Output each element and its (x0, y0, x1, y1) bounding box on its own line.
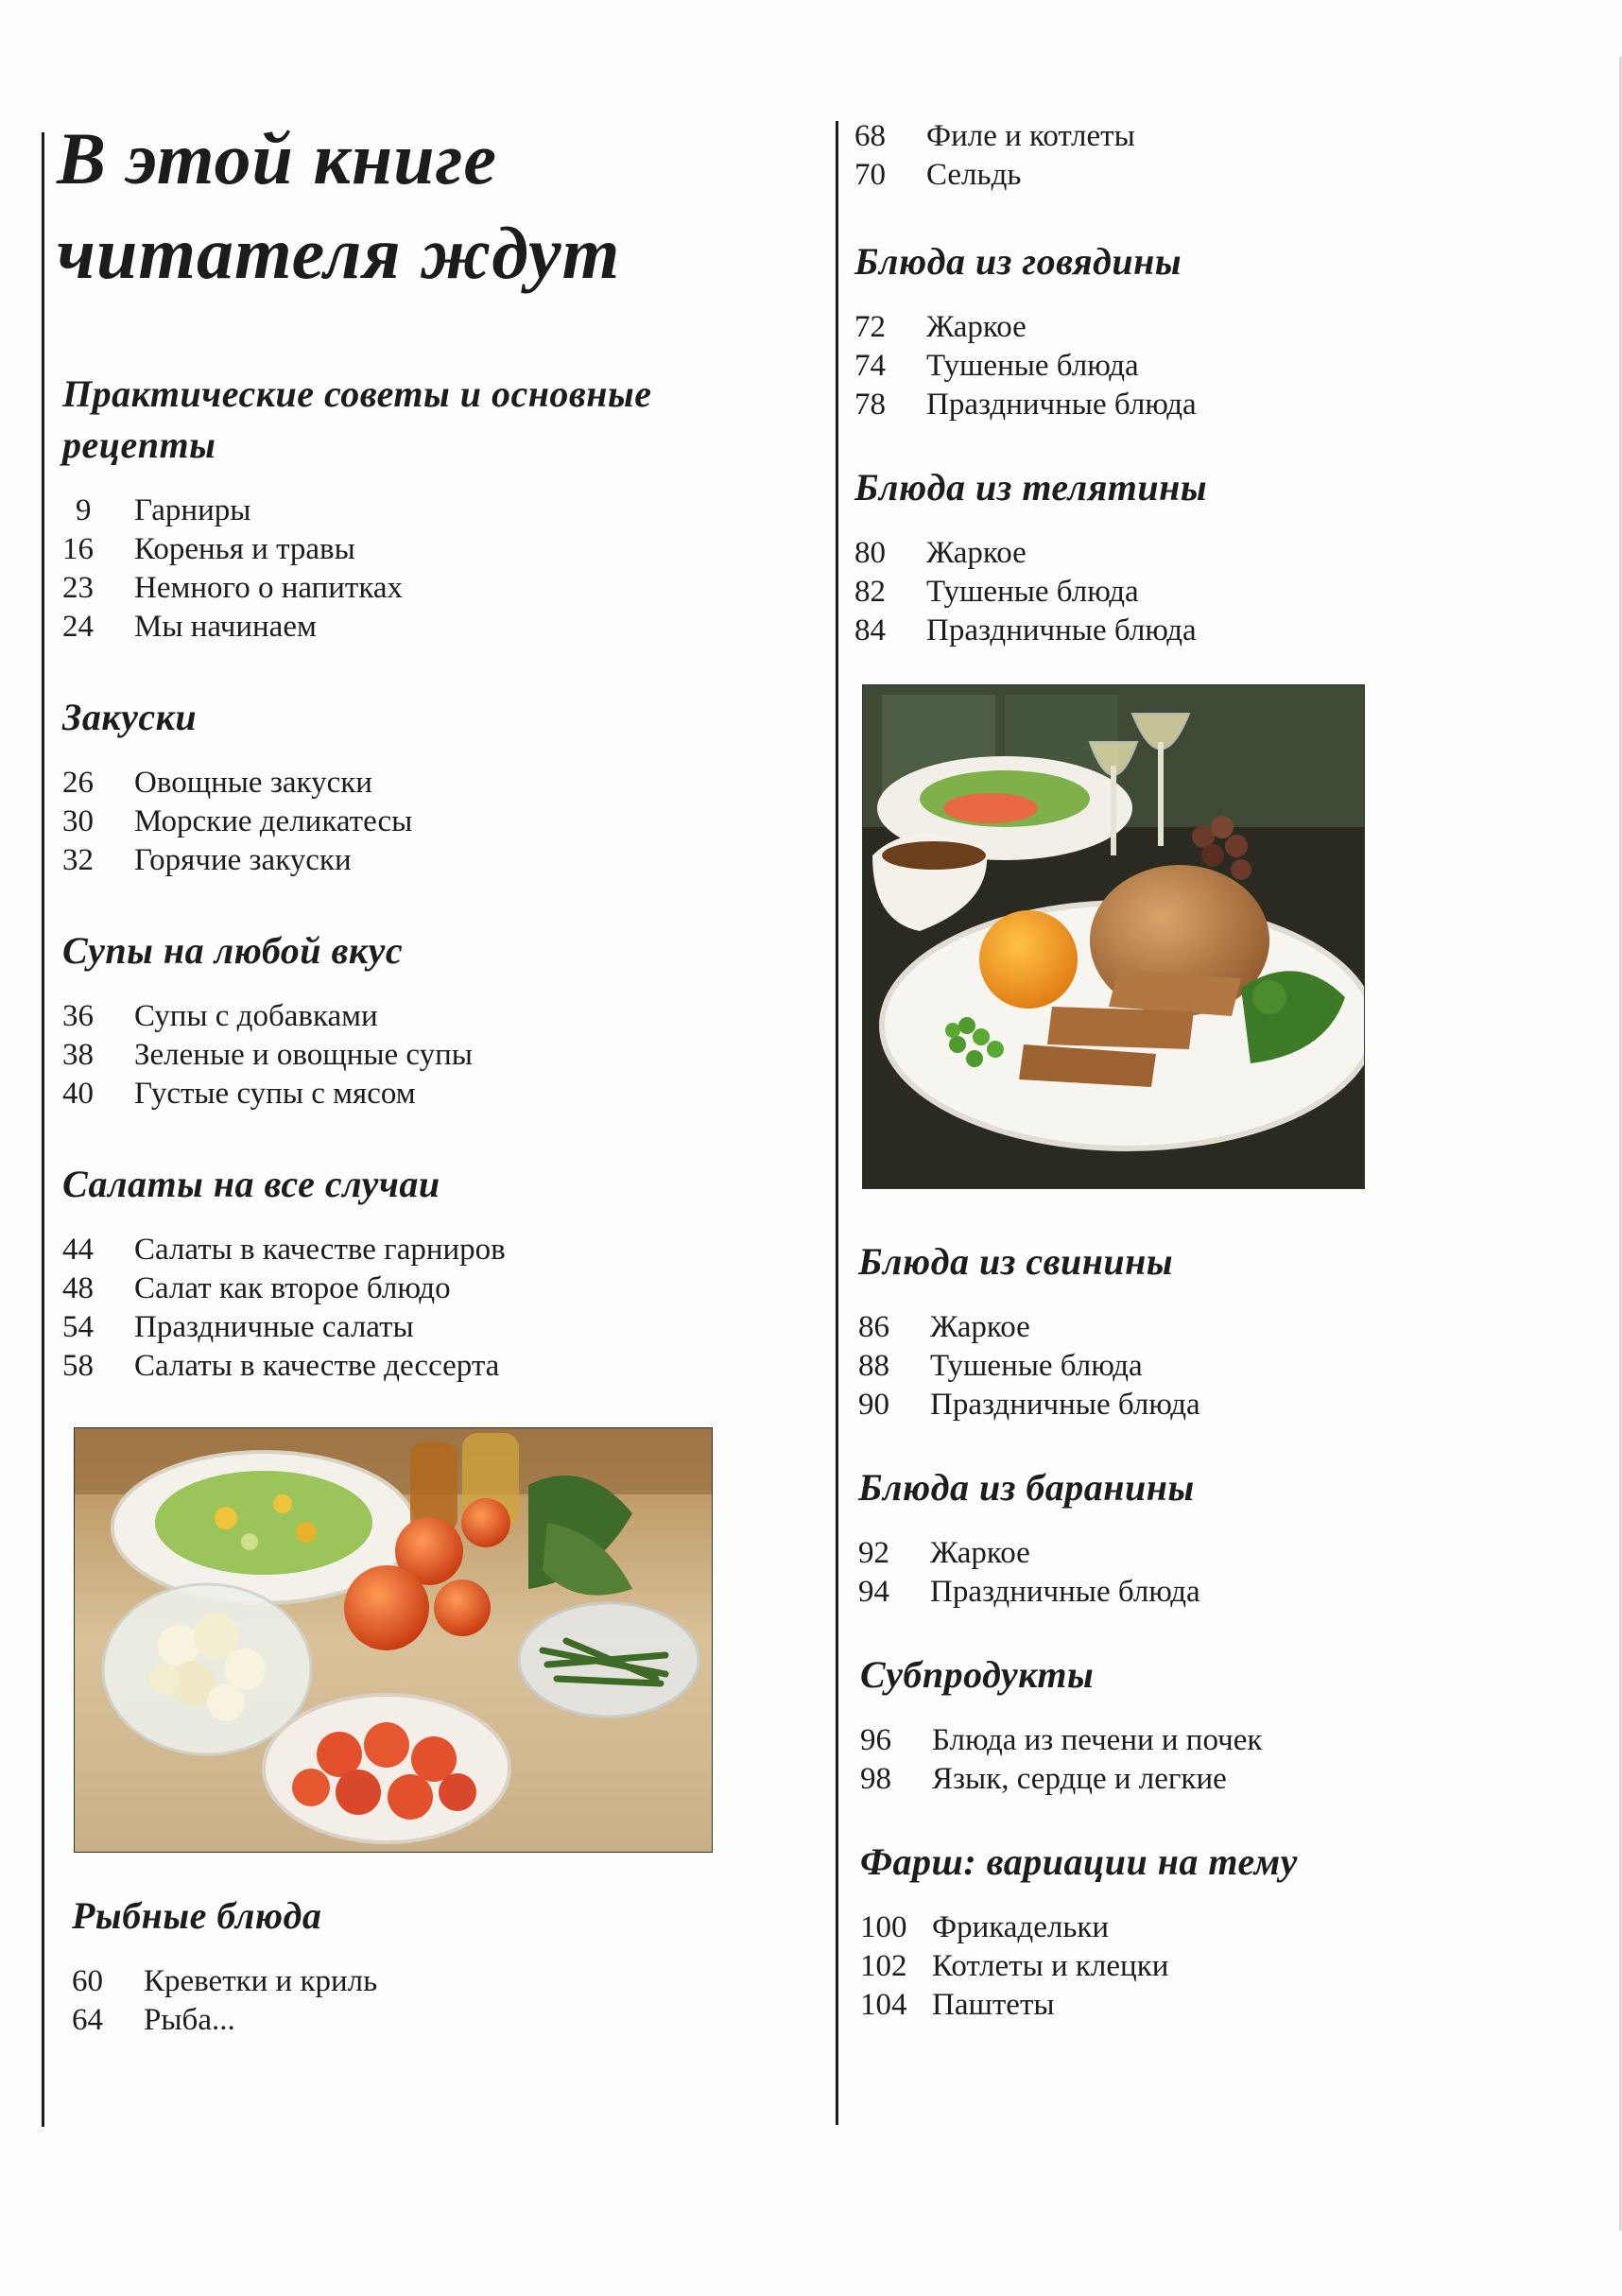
toc-entry (62, 764, 819, 803)
section-title: Практические советы и основные рецепты (62, 372, 652, 466)
entry-text: Мы начинаем (134, 610, 317, 644)
toc-entry (860, 1721, 1611, 1760)
entry-list (854, 534, 1611, 650)
toc-entry (62, 803, 819, 841)
toc-entry (62, 997, 819, 1036)
entry-list (860, 1908, 1611, 2025)
toc-entry (860, 1986, 1611, 2025)
entry-page: 64 (72, 2003, 103, 2037)
toc-entry (860, 1760, 1611, 1799)
entry-page: 82 (854, 575, 886, 609)
entry-text: Жаркое (926, 310, 1027, 344)
entry-text: Супы с добавками (134, 999, 378, 1033)
entry-list (72, 1962, 819, 2040)
left-column (62, 369, 819, 2040)
entry-text: Тушеные блюда (926, 575, 1139, 609)
toc-entry (854, 612, 1611, 650)
toc-section (854, 236, 1611, 424)
section-title: Блюда из свинины (858, 1240, 1174, 1283)
entry-text: Праздничные блюда (930, 1388, 1200, 1422)
toc-entry (858, 1308, 1611, 1347)
entry-text: Жаркое (926, 536, 1027, 570)
entry-text: Немного о напитках (134, 571, 404, 605)
entry-page: 30 (62, 804, 94, 838)
entry-page: 98 (860, 1762, 891, 1796)
entry-text: Густые супы с мясом (134, 1077, 416, 1111)
section-title: Блюда из говядины (854, 240, 1182, 283)
toc-entry (858, 1386, 1611, 1424)
entry-text: Язык, сердце и легкие (932, 1762, 1227, 1796)
toc-entry (854, 156, 1611, 195)
entry-text: Гарниры (134, 493, 251, 527)
toc-section (62, 692, 819, 880)
toc-entry (860, 1908, 1611, 1947)
entry-page: 90 (858, 1388, 889, 1422)
toc-entry (62, 530, 819, 569)
toc-entry (854, 534, 1611, 573)
salad-photo (74, 1427, 713, 1853)
roast-photo-illustration (863, 685, 1364, 1188)
entry-page: 100 (860, 1910, 907, 1944)
section-title: Супы на любой вкус (62, 929, 404, 972)
toc-entry (62, 1036, 819, 1075)
entry-text: Рыба... (144, 2003, 235, 2037)
entry-text: Жаркое (930, 1310, 1030, 1344)
toc-entry (854, 308, 1611, 347)
entry-list (860, 1721, 1611, 1799)
title-line-1: В этой книге (57, 117, 498, 199)
toc-section (858, 1462, 1611, 1612)
entry-page: 23 (62, 571, 94, 605)
toc-entry (854, 386, 1611, 424)
entry-list (62, 492, 819, 647)
toc-section (860, 1649, 1611, 1799)
section-title: Салаты на все случаи (62, 1163, 440, 1205)
toc-entry (860, 1947, 1611, 1986)
page-title (57, 112, 775, 301)
entry-page: 60 (72, 1964, 103, 1998)
toc-entry (62, 492, 819, 530)
entry-list (858, 1308, 1611, 1424)
entry-text: Салаты в качестве дессерта (134, 1349, 500, 1383)
toc-entry (854, 347, 1611, 386)
entry-text: Тушеные блюда (926, 349, 1139, 383)
entry-page: 32 (62, 843, 94, 877)
roast-photo (862, 684, 1365, 1189)
entry-page: 92 (858, 1536, 889, 1570)
entry-list (62, 764, 819, 880)
entry-text: Паштеты (932, 1988, 1055, 2022)
entry-text: Салаты в качестве гарниров (134, 1233, 506, 1267)
entry-page: 104 (860, 1988, 907, 2022)
toc-entry (62, 1231, 819, 1269)
entry-text: Сельдь (926, 158, 1022, 192)
right-column-rule (836, 121, 838, 2125)
toc-section (858, 1236, 1611, 1424)
toc-entry (858, 1347, 1611, 1386)
entry-page: 38 (62, 1038, 94, 1072)
entry-text: Креветки и криль (144, 1964, 378, 1998)
entry-page: 102 (860, 1949, 907, 1983)
toc-section (62, 369, 819, 647)
entry-text: Котлеты и клецки (932, 1949, 1169, 1983)
entry-page: 68 (854, 119, 886, 153)
section-title: Закуски (62, 696, 198, 738)
entry-page: 70 (854, 158, 886, 192)
entry-text: Блюда из печени и почек (932, 1723, 1263, 1757)
toc-section (62, 925, 819, 1113)
entry-list (854, 308, 1611, 424)
section-title: Рыбные блюда (72, 1894, 322, 1937)
intro-entry-list (854, 117, 1611, 195)
entry-page: 54 (62, 1310, 94, 1344)
entry-text: Праздничные блюда (926, 388, 1197, 422)
entry-page: 94 (858, 1575, 889, 1609)
entry-page: 84 (854, 613, 886, 647)
entry-page: 26 (62, 766, 94, 800)
entry-page: 78 (854, 388, 886, 422)
section-title: Субпродукты (860, 1653, 1095, 1696)
salad-photo-illustration (75, 1428, 712, 1852)
entry-text: Праздничные блюда (930, 1575, 1200, 1609)
toc-entry (62, 841, 819, 880)
entry-page: 72 (854, 310, 886, 344)
entry-text: Зеленые и овощные супы (134, 1038, 473, 1072)
entry-page: 9 (76, 493, 92, 527)
entry-text: Горячие закуски (134, 843, 352, 877)
entry-text: Филе и котлеты (926, 119, 1135, 153)
entry-page: 74 (854, 349, 886, 383)
entry-text: Жаркое (930, 1536, 1030, 1570)
entry-text: Праздничные блюда (926, 613, 1197, 647)
toc-entry (72, 1962, 819, 2001)
right-column (854, 117, 1611, 2025)
toc-entry (854, 117, 1611, 156)
entry-page: 16 (62, 532, 94, 566)
entry-text: Морские деликатесы (134, 804, 413, 838)
entry-page: 48 (62, 1271, 94, 1305)
toc-entry (858, 1534, 1611, 1573)
toc-entry (62, 569, 819, 608)
left-column-rule (42, 132, 44, 2127)
entry-page: 40 (62, 1077, 94, 1111)
entry-text: Овощные закуски (134, 766, 372, 800)
section-title: Блюда из телятины (854, 466, 1208, 509)
section-title: Блюда из баранины (858, 1466, 1195, 1509)
entry-page: 24 (62, 610, 94, 644)
toc-entry (62, 1347, 819, 1386)
toc-entry (62, 1269, 819, 1308)
toc-entry (854, 573, 1611, 612)
entry-list (62, 997, 819, 1113)
toc-section (854, 462, 1611, 650)
entry-page: 86 (858, 1310, 889, 1344)
title-line-2: читателя ждут (57, 212, 621, 294)
toc-entry (72, 2001, 819, 2040)
entry-page: 36 (62, 999, 94, 1033)
entry-page: 96 (860, 1723, 891, 1757)
entry-list (858, 1534, 1611, 1612)
toc-section (860, 1837, 1611, 2025)
entry-text: Коренья и травы (134, 532, 355, 566)
entry-text: Тушеные блюда (930, 1349, 1143, 1383)
entry-page: 44 (62, 1233, 94, 1267)
toc-entry (62, 608, 819, 647)
entry-page: 80 (854, 536, 886, 570)
entry-text: Праздничные салаты (134, 1310, 414, 1344)
entry-list (62, 1231, 819, 1386)
toc-entry (62, 1075, 819, 1113)
entry-text: Фрикадельки (932, 1910, 1110, 1944)
entry-page: 58 (62, 1349, 94, 1383)
toc-entry (858, 1573, 1611, 1612)
toc-section (72, 1890, 819, 2040)
entry-text: Салат как второе блюдо (134, 1271, 451, 1305)
entry-page: 88 (858, 1349, 889, 1383)
toc-section (62, 1159, 819, 1386)
toc-entry (62, 1308, 819, 1347)
section-title: Фарш: вариации на тему (860, 1840, 1298, 1883)
